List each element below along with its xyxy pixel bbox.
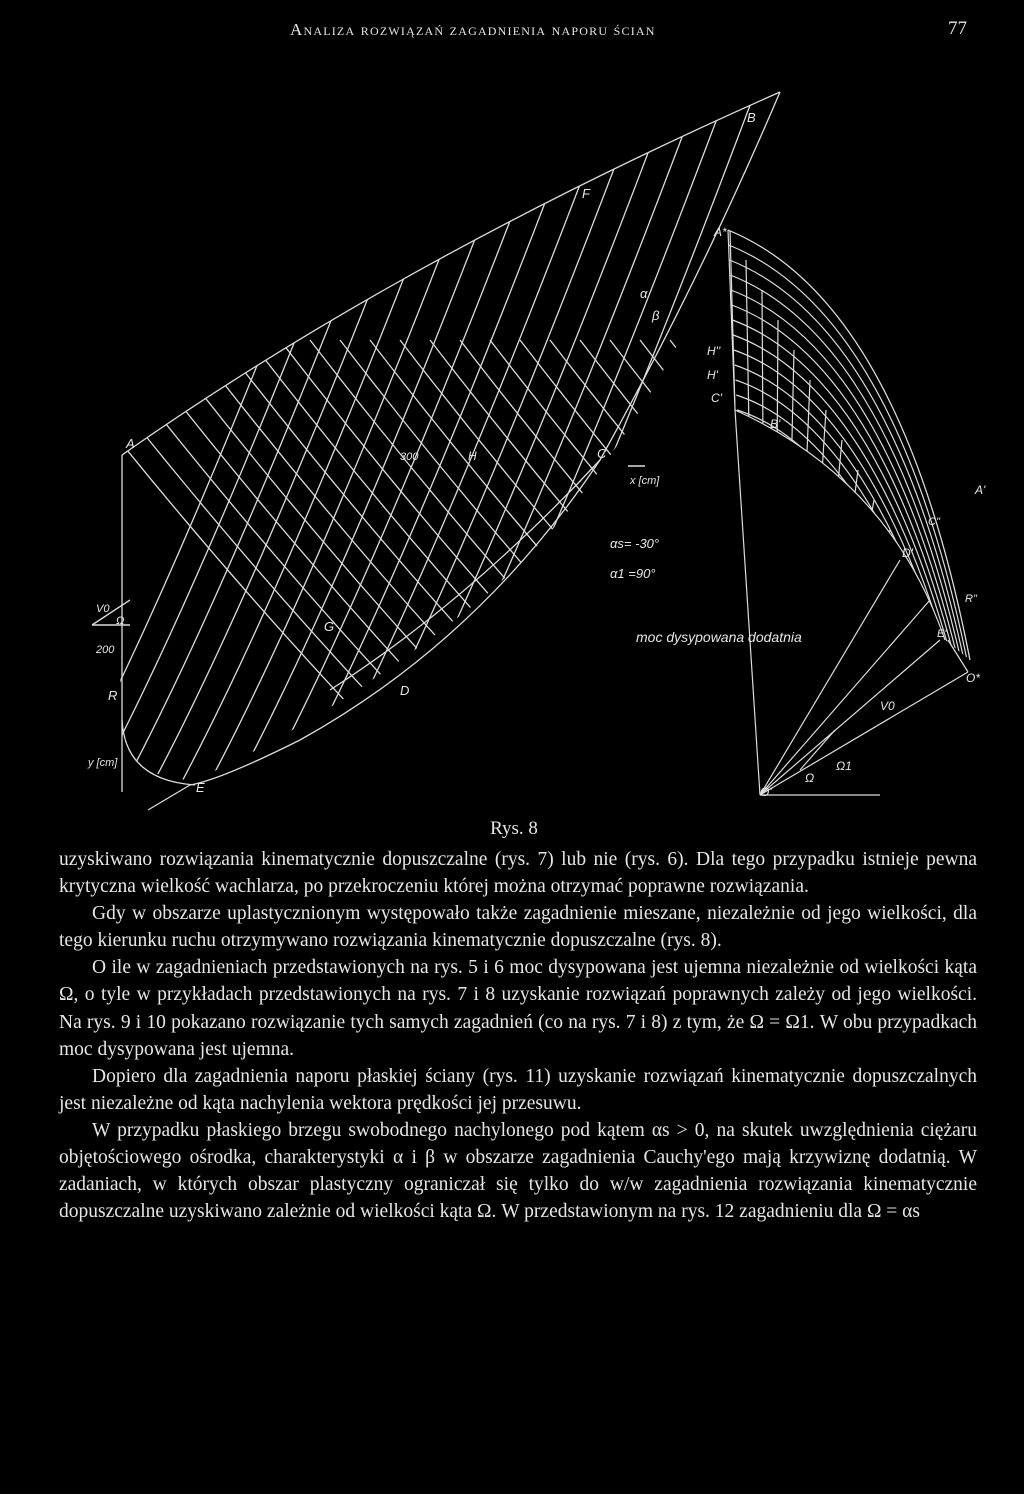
alpha-characteristic-line (676, 100, 976, 800)
beta-characteristic-line (490, 340, 910, 820)
beta-characteristic-line (340, 340, 760, 820)
alpha-characteristic-line (116, 100, 416, 800)
fan-arc-line (733, 335, 949, 660)
label-R-double: R'' (965, 593, 978, 605)
fan-radial-line (917, 620, 938, 644)
top-boundary-line (122, 92, 780, 455)
alpha-1-value: α1 =90° (610, 566, 656, 581)
label-H: H (468, 449, 477, 463)
label-beta: β (652, 308, 660, 323)
label-A-star: A* (714, 225, 727, 239)
beta-characteristic-line (730, 340, 1024, 820)
label-C-double: C'' (928, 516, 941, 528)
fan-arc-line (728, 230, 970, 660)
alpha-characteristic-line (368, 100, 668, 800)
beta-characteristic-line (760, 340, 1024, 820)
alpha-characteristic-line (648, 100, 948, 800)
fan-radial-line (889, 560, 906, 608)
label-V0-right: V0 (880, 699, 895, 713)
page-number: 77 (948, 18, 967, 39)
caption-text: Rys. 8 (490, 818, 538, 839)
slip-line-field-diagram (0, 80, 1024, 820)
alpha-characteristic-line (340, 100, 640, 800)
label-E-prime: E' (937, 628, 947, 640)
paragraph-4: Dopiero dla zagadnienia naporu płaskiej ściany (rys. 11) uzyskanie rozwiązań kinematycznie dopuszczalnych jest niezależne od kąta nachylenia wektora prędkości jej przesuwu. (59, 1065, 977, 1114)
fan-arc-line (731, 290, 958, 660)
label-V0-left: V0 (96, 603, 110, 615)
wall-line (122, 455, 195, 785)
fan-radial-line (847, 470, 858, 554)
paragraph-2: Gdy w obszarze uplastycznionym występowało także zagadnienie mieszane, niezależnie od jego wielkości, dla tego kierunku ruchu otrzymywano rozwiązania kinematycznie dopuszczalne (rys. 8). (59, 903, 977, 952)
label-omega1: Ω1 (836, 759, 852, 773)
label-O-prime: O' (760, 785, 772, 799)
alpha-characteristic-line (396, 100, 696, 800)
extension-line (148, 785, 190, 810)
figure-rys-8 (0, 80, 1024, 820)
fan-arc-line (730, 275, 961, 660)
alpha-characteristic-line (228, 100, 528, 800)
label-300: 300 (400, 451, 419, 463)
label-A-prime: A' (975, 483, 986, 497)
label-200: 200 (96, 644, 115, 656)
fan-arc-line (732, 305, 955, 660)
figure-caption (0, 818, 1024, 840)
label-C-prime: C' (711, 391, 722, 405)
moc-annotation: moc dysypowana dodatnia (636, 629, 802, 645)
running-title: Analiza rozwiązań zagadnienia naporu ścian (290, 20, 656, 39)
alpha-characteristic-line (284, 100, 584, 800)
beta-characteristic-line (310, 340, 730, 820)
alpha-characteristic-line (312, 100, 612, 800)
boundary-F-C-curve (190, 92, 780, 785)
fan-arc-line (733, 320, 953, 660)
label-H-double: H'' (707, 344, 721, 358)
fan-arc-line (735, 365, 943, 660)
label-E: E (196, 780, 205, 795)
beta-characteristic-line (640, 340, 1024, 820)
alpha-characteristic-line (200, 100, 500, 800)
outer-boundary-curve (330, 460, 600, 690)
fan-radial-line (777, 320, 778, 464)
paragraph-5: W przypadku płaskiego brzegu swobodnego nachylonego pod kątem αs > 0, na skutek uwzględnienia ciężaru objętościowego ośrodka, charakterystyki α i β w obszarze zagadnienia Cauchy'ego mają krzywiznę dodatnią. W zadaniach, w których obszar plastyczny ograniczał się tylko do w/w zagadnienia rozwiązania kinematycznie dopuszczalne uzyskiwano zależnie od wielkości kąta Ω. W przedstawionym na rys. 12 zagadnieniu dla Ω = αs (59, 1119, 977, 1223)
beta-characteristic-line (460, 340, 880, 820)
label-H-single: H' (707, 368, 718, 382)
alpha-characteristic-line (480, 100, 780, 800)
right-mesh (728, 230, 970, 795)
alpha-characteristic-line (144, 100, 444, 800)
fan-arc-line (734, 350, 946, 660)
alpha-characteristic-line (508, 100, 808, 800)
label-F: F (582, 186, 590, 201)
left-mesh (40, 92, 1024, 820)
x-axis-label: x [cm] (630, 475, 660, 487)
fan-radial-line (762, 290, 763, 446)
label-B: B (747, 110, 756, 125)
alpha-s-value: αs= -30° (610, 536, 660, 551)
fan-arc-line (729, 245, 967, 660)
beta-characteristic-line (520, 340, 940, 820)
page-header (0, 18, 1024, 48)
label-D-prime: D' (902, 546, 913, 560)
alpha-characteristic-line (704, 100, 1004, 800)
label-R: R (108, 688, 118, 703)
alpha-characteristic-line (60, 100, 360, 800)
label-omega-right: Ω (805, 771, 815, 785)
label-alpha: α (640, 286, 648, 301)
fan-radial-line (746, 260, 749, 428)
paragraph-3: O ile w zagadnieniach przedstawionych na rys. 5 i 6 moc dysypowana jest ujemna niezależnie od wielkości kąta Ω, o tyle w przykładach przedstawionych na rys. 7 i 8 uzyskanie rozwiązań poprawnych zależy od jego wielkości. Na rys. 9 i 10 pokazano rozwiązanie tych samych zagadnień (co na rys. 7 i 8) z tym, że Ω = Ω1. W obu przypadkach moc dysypowana jest ujemna. (59, 957, 977, 1060)
label-A: A (126, 436, 135, 451)
alpha-characteristic-line (620, 100, 920, 800)
beta-characteristic-line (610, 340, 1024, 820)
label-omega-left: Ω (116, 615, 125, 627)
label-B-prime: B' (770, 417, 781, 431)
label-D: D (400, 683, 410, 698)
label-O-star: O* (966, 671, 981, 685)
label-C: C (597, 446, 607, 461)
label-G: G (324, 619, 335, 634)
beta-characteristic-line (790, 340, 1024, 820)
y-axis-label: y [cm] (88, 757, 118, 769)
paragraph-1: uzyskiwano rozwiązania kinematycznie dopuszczalne (rys. 7) lub nie (rys. 6). Dla tego przypadku istnieje pewna krytyczna wielkość wachlarza, po przekroczeniu której można otrzymać poprawne rozwiązania. (59, 849, 977, 898)
beta-characteristic-line (370, 340, 790, 820)
alpha-characteristic-line (536, 100, 836, 800)
body-text (59, 846, 977, 1225)
alpha-characteristic-line (732, 100, 1024, 800)
beta-characteristic-line (670, 340, 1024, 820)
